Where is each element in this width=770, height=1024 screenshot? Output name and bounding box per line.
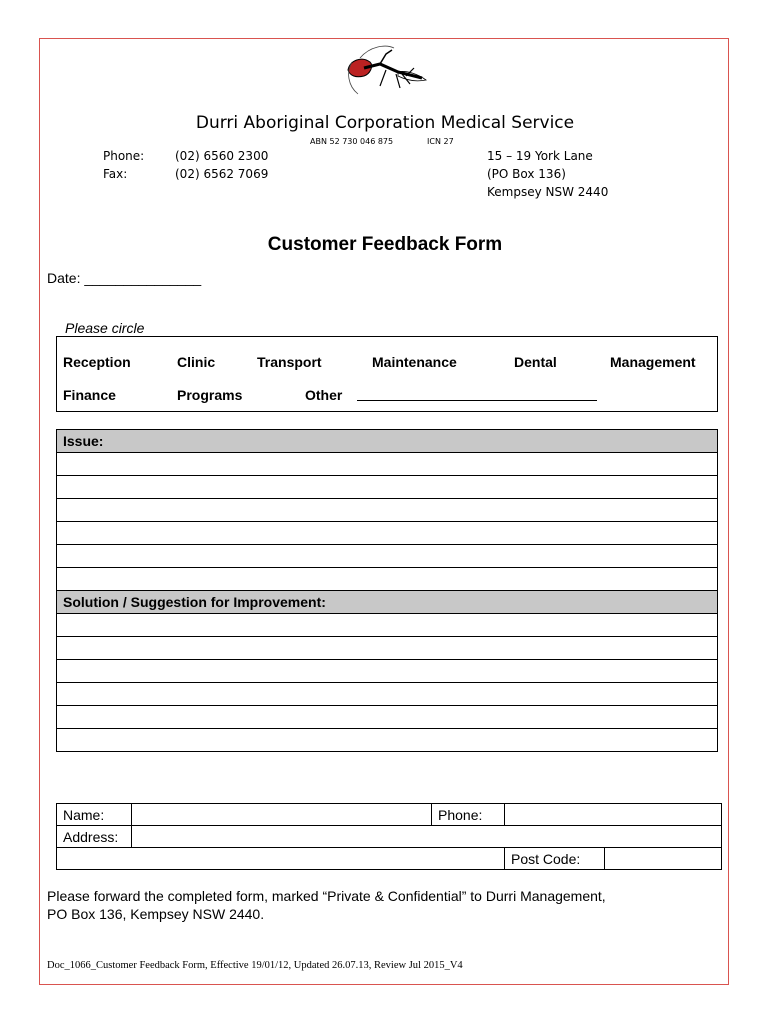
category-dental[interactable]: Dental bbox=[514, 354, 557, 370]
solution-line[interactable] bbox=[57, 637, 718, 660]
issue-line[interactable] bbox=[57, 545, 718, 568]
phone-value: (02) 6560 2300 bbox=[175, 149, 269, 163]
forward-instructions bbox=[47, 887, 606, 923]
other-input-line[interactable] bbox=[357, 400, 597, 401]
issue-line[interactable] bbox=[57, 453, 718, 476]
issue-line[interactable] bbox=[57, 499, 718, 522]
date-field[interactable]: Date: _______________ bbox=[47, 270, 202, 286]
category-programs[interactable]: Programs bbox=[177, 387, 243, 403]
category-management[interactable]: Management bbox=[610, 354, 696, 370]
issue-line[interactable] bbox=[57, 568, 718, 591]
postcode-label: Post Code: bbox=[505, 848, 605, 870]
solution-line[interactable] bbox=[57, 660, 718, 683]
phone-input[interactable] bbox=[505, 804, 722, 826]
category-other[interactable]: Other bbox=[305, 387, 343, 403]
please-circle-label: Please circle bbox=[65, 320, 145, 336]
icn-number: ICN 27 bbox=[427, 137, 454, 146]
solution-line[interactable] bbox=[57, 683, 718, 706]
address-line-2: (PO Box 136) bbox=[487, 167, 566, 181]
phone-field-label: Phone: bbox=[432, 804, 505, 826]
fax-value: (02) 6562 7069 bbox=[175, 167, 269, 181]
address-input[interactable] bbox=[132, 826, 722, 848]
forward-line-2: PO Box 136, Kempsey NSW 2440. bbox=[47, 906, 265, 922]
solution-line[interactable] bbox=[57, 614, 718, 637]
solution-line[interactable] bbox=[57, 706, 718, 729]
category-reception[interactable]: Reception bbox=[63, 354, 131, 370]
organization-name: Durri Aboriginal Corporation Medical Service bbox=[195, 113, 575, 133]
category-transport[interactable]: Transport bbox=[257, 354, 322, 370]
name-label: Name: bbox=[57, 804, 132, 826]
solution-header: Solution / Suggestion for Improvement: bbox=[57, 591, 718, 614]
issue-header: Issue: bbox=[57, 430, 718, 453]
category-clinic[interactable]: Clinic bbox=[177, 354, 216, 370]
address-line-3: Kempsey NSW 2440 bbox=[487, 185, 609, 199]
address-input-line-2[interactable] bbox=[57, 848, 505, 870]
phone-label: Phone: bbox=[103, 149, 145, 163]
issue-line[interactable] bbox=[57, 476, 718, 499]
form-title: Customer Feedback Form bbox=[267, 234, 503, 255]
issue-line[interactable] bbox=[57, 522, 718, 545]
fax-label: Fax: bbox=[103, 167, 128, 181]
document-reference: Doc_1066_Customer Feedback Form, Effective 19/01/12, Updated 26.07.13, Review Jul 2015_V4 bbox=[47, 960, 463, 971]
solution-line[interactable] bbox=[57, 729, 718, 752]
forward-line-1: Please forward the completed form, marked “Private & Confidential” to Durri Management, bbox=[47, 888, 606, 904]
contact-details-table bbox=[56, 803, 722, 870]
issue-table bbox=[56, 429, 718, 752]
praying-mantis-logo bbox=[340, 42, 430, 102]
abn-number: ABN 52 730 046 875 bbox=[310, 137, 394, 146]
address-label: Address: bbox=[57, 826, 132, 848]
postcode-input[interactable] bbox=[605, 848, 722, 870]
address-line-1: 15 – 19 York Lane bbox=[487, 149, 593, 163]
category-maintenance[interactable]: Maintenance bbox=[372, 354, 457, 370]
name-input[interactable] bbox=[132, 804, 432, 826]
category-finance[interactable]: Finance bbox=[63, 387, 116, 403]
